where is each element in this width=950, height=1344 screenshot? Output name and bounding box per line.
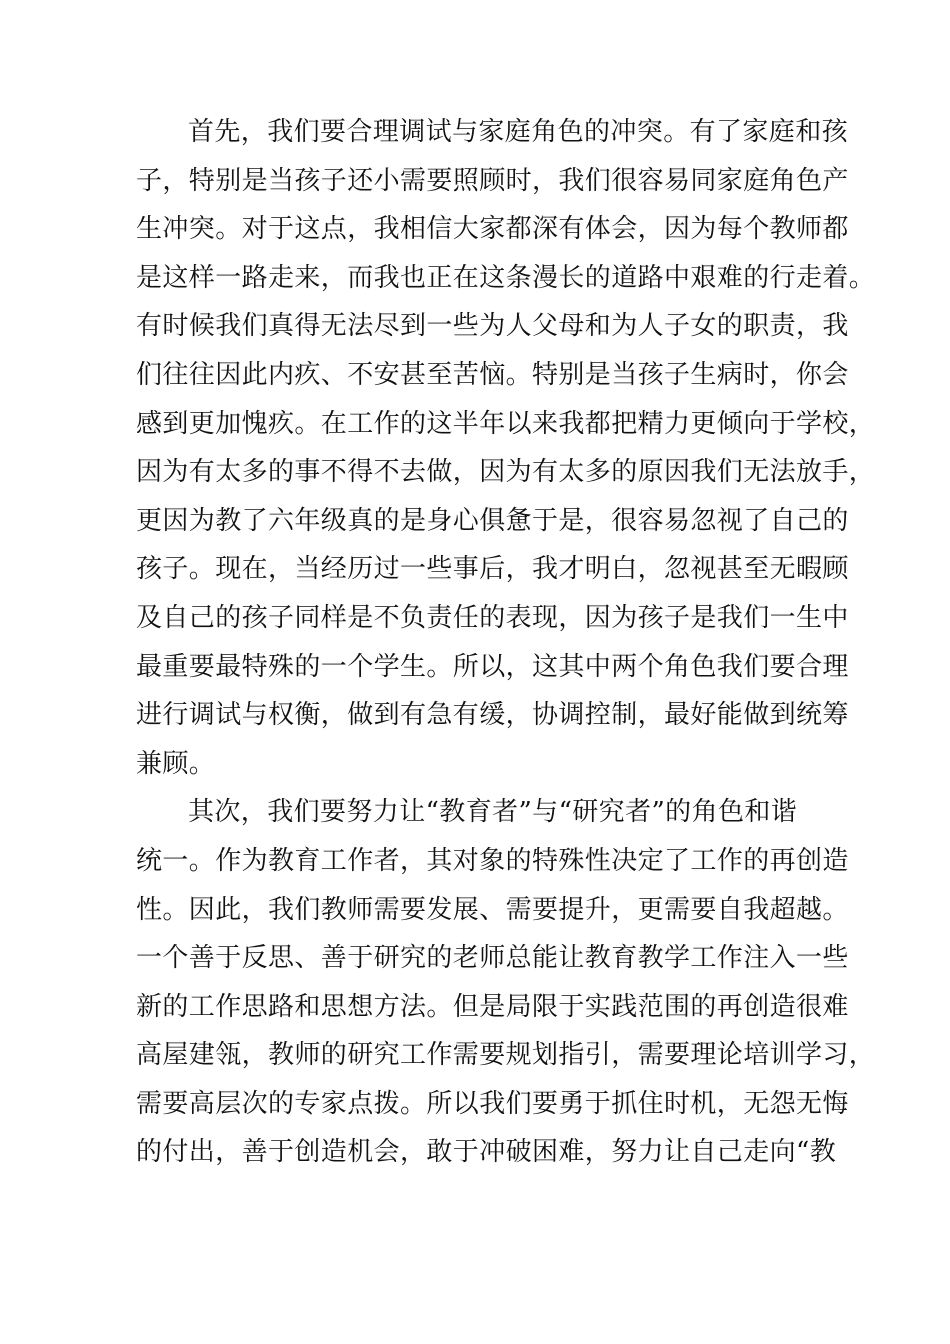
text-line: 的付出，善于创造机会，敢于冲破困难，努力让自己走向“教	[136, 1137, 837, 1168]
text-line: 新的工作思路和思想方法。但是局限于实践范围的再创造很难	[136, 991, 849, 1022]
text-line: 生冲突。对于这点，我相信大家都深有体会，因为每个教师都	[136, 214, 849, 245]
text-line: 兼顾。	[136, 748, 216, 779]
text-line: 感到更加愧疚。在工作的这半年以来我都把精力更倾向于学校，	[136, 408, 876, 439]
text-line: 及自己的孩子同样是不负责任的表现，因为孩子是我们一生中	[136, 602, 849, 633]
text-line: 孩子。现在，当经历过一些事后，我才明白，忽视甚至无暇顾	[136, 554, 849, 585]
paragraph-2	[136, 788, 876, 1177]
text-line: 们往往因此内疚、不安甚至苦恼。特别是当孩子生病时，你会	[136, 359, 849, 390]
text-line: 性。因此，我们教师需要发展、需要提升，更需要自我超越。	[136, 894, 849, 925]
paragraph-1	[136, 108, 876, 788]
text-line: 一个善于反思、善于研究的老师总能让教育教学工作注入一些	[136, 943, 849, 974]
document-body	[136, 108, 876, 1177]
text-line: 首先，我们要合理调试与家庭角色的冲突。有了家庭和孩	[188, 117, 849, 147]
text-line: 因为有太多的事不得不去做，因为有太多的原因我们无法放手，	[136, 457, 876, 488]
text-line: 是这样一路走来，而我也正在这条漫长的道路中艰难的行走着。	[136, 262, 876, 293]
text-line: 有时候我们真得无法尽到一些为人父母和为人子女的职责，我	[136, 311, 849, 342]
text-line: 统一。作为教育工作者，其对象的特殊性决定了工作的再创造	[136, 845, 849, 876]
text-line: 高屋建瓴，教师的研究工作需要规划指引，需要理论培训学习，	[136, 1040, 876, 1071]
text-line: 更因为教了六年级真的是身心俱惫于是，很容易忽视了自己的	[136, 505, 849, 536]
text-line: 其次，我们要努力让“教育者”与“研究者”的角色和谐	[188, 797, 798, 828]
text-line: 子，特别是当孩子还小需要照顾时，我们很容易同家庭角色产	[136, 165, 849, 196]
text-line: 进行调试与权衡，做到有急有缓，协调控制，最好能做到统筹	[136, 700, 849, 731]
text-line: 最重要最特殊的一个学生。所以，这其中两个角色我们要合理	[136, 651, 849, 682]
text-line: 需要高层次的专家点拨。所以我们要勇于抓住时机，无怨无悔	[136, 1088, 849, 1119]
